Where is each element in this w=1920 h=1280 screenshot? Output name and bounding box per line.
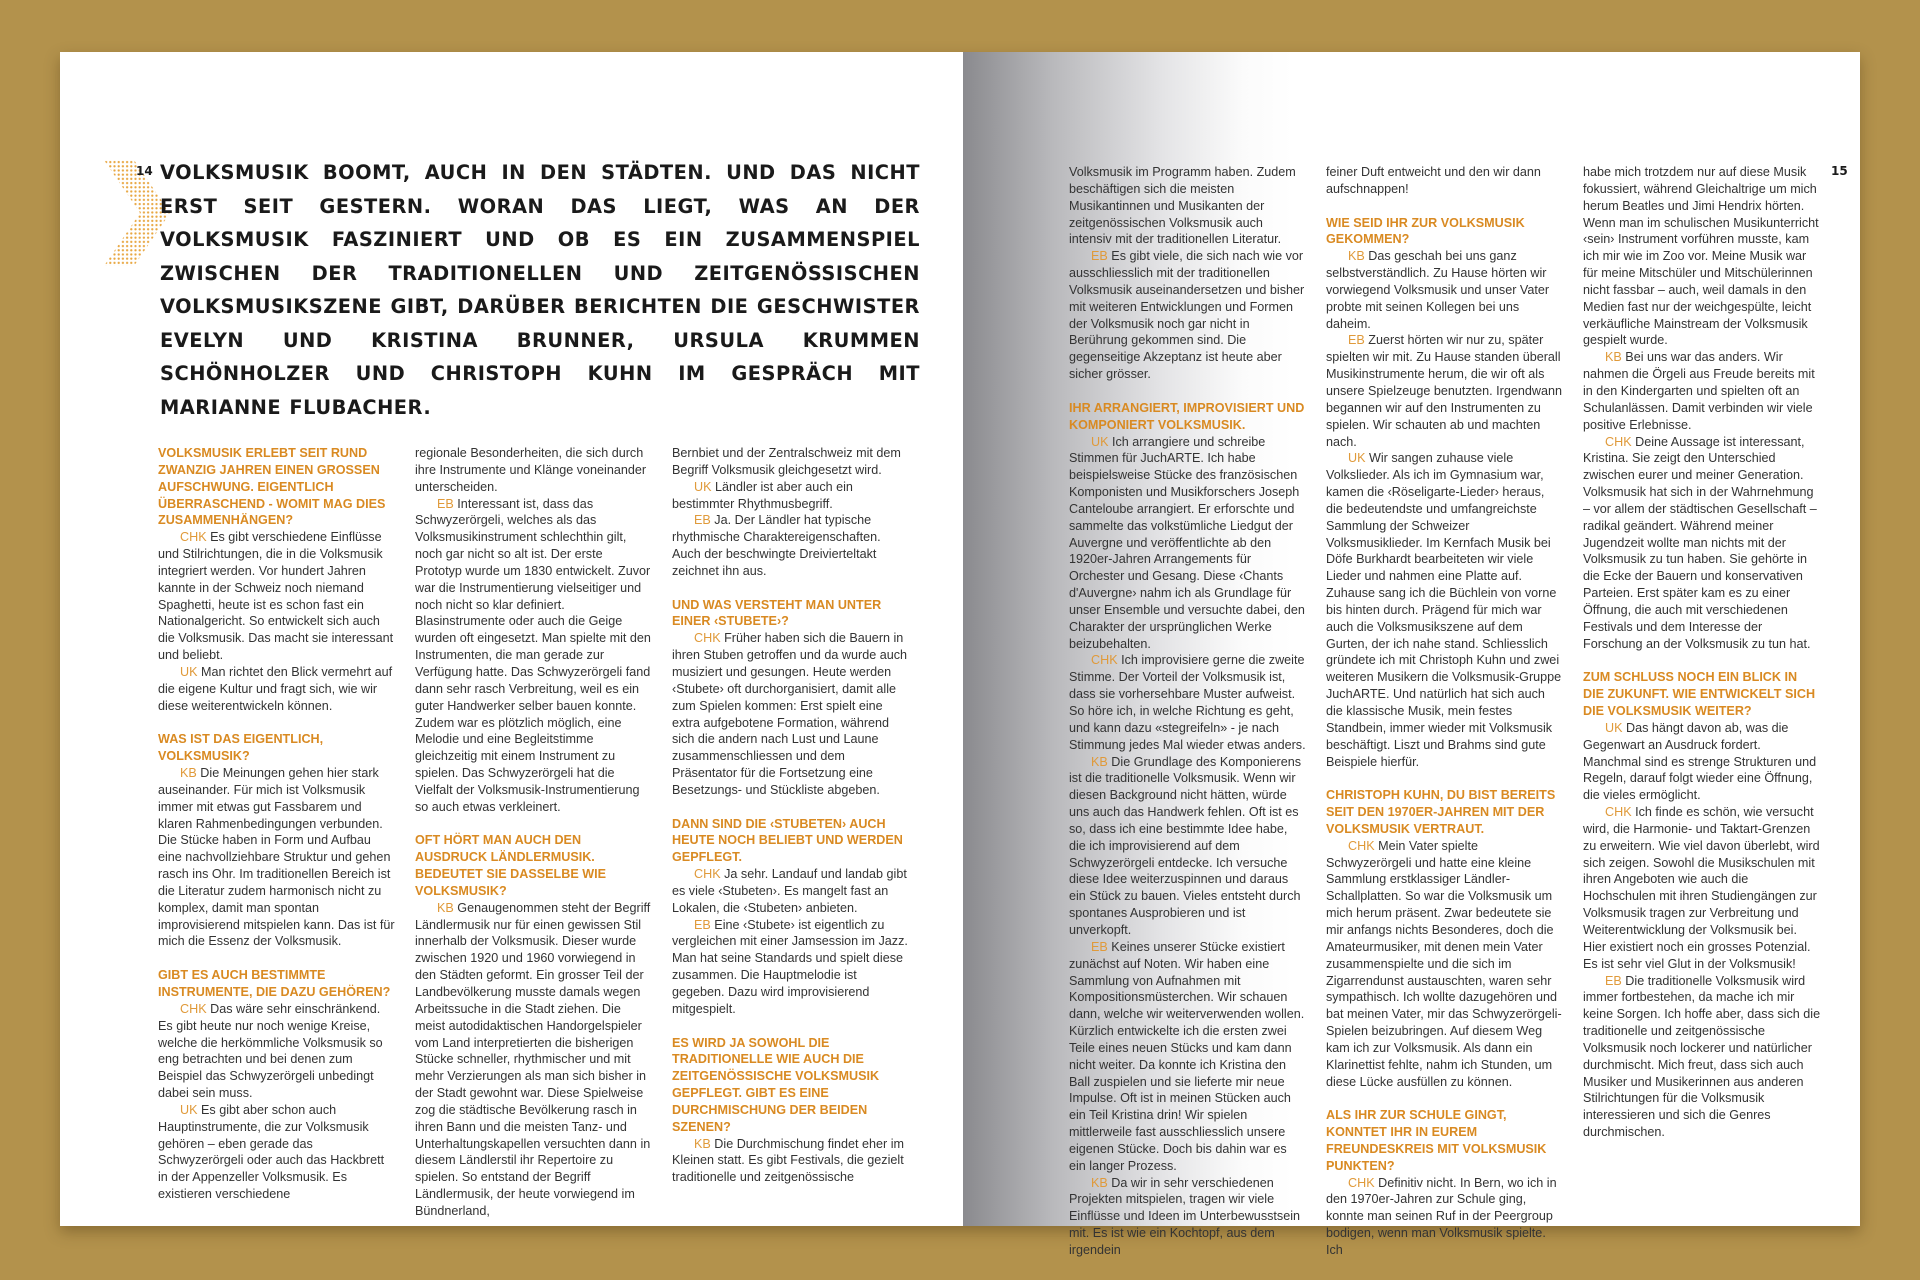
- answer-text: Ja. Der Ländler hat typische rhythmische Charaktereigenschaften. Auch der beschwingte Dreivierteltakt zeichnet ihn aus.: [672, 513, 881, 578]
- continued-text: regionale Besonderheiten, die sich durch ihre Instrumente und Klänge voneinander unterscheiden.: [415, 446, 647, 494]
- text-column-5: [1326, 164, 1564, 1259]
- answer-text: Definitiv nicht. In Bern, wo ich in den 1970er-Jahren zur Schule ging, konnte man seinen Ruf in der Peergroup bodigen, wenn man Volksmusik spielte. Ich: [1326, 1175, 1557, 1257]
- answer-text: Das geschah bei uns ganz selbstverständlich. Zu Hause hörten wir vorwiegend Volksmusik und unser Vater probte mit seinen Kollegen bei uns daheim.: [1326, 249, 1550, 331]
- right-page: [963, 52, 1860, 1257]
- answer-text: Da wir in sehr verschiedenen Projekten mitspielen, tragen wir viele Einflüsse und Ideen im Unterbewusstsein mit. Es ist wie ein Kochtopf, aus dem irgendein: [1069, 1175, 1301, 1257]
- speaker-initials: UK: [180, 1102, 198, 1117]
- speaker-initials: EB: [1605, 973, 1622, 988]
- interview-question: IHR ARRANGIERT, IMPROVISIERT UND KOMPONIERT VOLKSMUSIK.: [1069, 400, 1305, 432]
- speaker-initials: CHK: [1348, 1175, 1375, 1190]
- speaker-initials: CHK: [1605, 434, 1632, 449]
- answer-text: Es gibt aber schon auch Hauptinstrumente, die zur Volksmusik gehören – eben gerade das Schwyzerörgeli oder auch das Hackbrett in der Appenzeller Volksmusik. Es existieren verschiedene: [158, 1102, 385, 1202]
- continued-text: habe mich trotzdem nur auf diese Musik fokussiert, während Gleichaltrige um mich herum Beatles und Jimi Hendrix hörten. Wenn man im schulischen Musikunterricht ‹sein› Instrument vorführen musste, kam ich mir wie im Zoo vor. Meine Musik war für meine Mitschüler und Mitschülerinnen nicht fassbar – auch, weil damals in den Medien fast nur der weichgespülte, leicht verkäufliche Mainstream der Volksmusik gespielt wurde.: [1583, 165, 1819, 348]
- answer-text: Die Meinungen gehen hier stark auseinander. Für mich ist Volksmusik immer mit etwas gut Fassbarem und klaren Rahmenbedingungen verbunden. Die Stücke haben in Form und Aufbau eine nachvollziehbare Struktur und gehen rasch ins Ohr. Im traditionellen Bereich ist die Literatur zudem harmonisch nicht zu komplex, damit man spontan improvisierend mitspielen kann. Das ist für mich die Essenz der Volksmusik.: [158, 766, 395, 949]
- speaker-initials: KB: [694, 1136, 711, 1151]
- answer-text: Interessant ist, dass das Schwyzerörgeli, welches als das Volksmusikinstrument schlechthin gilt, noch gar nicht so alt ist. Der erste Prototyp wurde um 1830 entwickelt. Zuvor war die Instrumentierung vielseitiger und noch nicht so klar definiert. Blasinstrumente oder auch die Geige wurden oft eingesetzt. Man spielte mit den Instrumenten, die man gerade zur Verfügung hatte. Das Schwyzerörgeli fand dann sehr rasch Verbreitung, weil es ein guter Handwerker selber bauen konnte. Zudem war es plötzlich möglich, eine Melodie und eine Begleitstimme gleichzeitig mit einem Instrument zu spielen. Das Schwyzerörgeli hat die Vielfalt der Volksmusik-Instrumentierung so auch etwas verkleinert.: [415, 496, 651, 814]
- answer-text: Die Durchmischung findet eher im Kleinen statt. Es gibt Festivals, die gezielt traditionelle und zeitgenössische: [672, 1136, 904, 1185]
- speaker-initials: UK: [1605, 720, 1623, 735]
- text-column-4: [1069, 164, 1307, 1259]
- speaker-initials: KB: [1091, 754, 1108, 769]
- interview-question: ZUM SCHLUSS NOCH EIN BLICK IN DIE ZUKUNFT. WIE ENTWICKELT SICH DIE VOLKSMUSIK WEITER?: [1583, 670, 1816, 718]
- page-number: 14: [136, 164, 153, 178]
- answer-text: Ich finde es schön, wie versucht wird, die Harmonie- und Taktart-Grenzen zu erweitern. Wie viel davon überlebt, wird sich zeigen. Sowohl die Musikschulen mit ihren Angeboten wie auch die Hochschulen mit ihren Studiengängen zur Volksmusik tragen zur Verbreitung und Weiterentwicklung der Volksmusik bei. Hier existiert noch ein grosses Potenzial. Es ist sehr viel Glut in der Volksmusik!: [1583, 805, 1820, 971]
- speaker-initials: UK: [1091, 434, 1109, 449]
- answer-text: Mein Vater spielte Schwyzerörgeli und hatte eine kleine Sammlung erstklassiger Ländler-Schallplatten. So war die Volksmusik um mich herum präsent. Zwar bedeutete sie mir anfangs nichts Besonderes, doch die Amateurmusiker, mit denen mein Vater zusammenspielte und die sich im Zigarrendunst austauschten, waren sehr sympathisch. Ich wollte dazugehören und bat meinen Vater, mir das Schwyzerörgeli-Spielen beizubringen. Auf diesem Weg kam ich zur Volksmusik. Als dann ein Klarinettist fehlte, nahm ich Stunden, um diese Lücke ausfüllen zu können.: [1326, 838, 1562, 1089]
- speaker-initials: KB: [437, 900, 454, 915]
- text-column-1: [158, 445, 395, 1203]
- speaker-initials: EB: [1348, 333, 1365, 348]
- continued-text: feiner Duft entweicht und den wir dann aufschnappen!: [1326, 165, 1541, 196]
- interview-question: VOLKSMUSIK ERLEBT SEIT RUND ZWANZIG JAHREN EINEN GROSSEN AUFSCHWUNG. EIGENTLICH ÜBERRASCHEND - WOMIT MAG DIES ZUSAMMENHÄNGEN?: [158, 446, 386, 528]
- speaker-initials: KB: [1091, 1175, 1108, 1190]
- answer-text: Ja sehr. Landauf und landab gibt es viele ‹Stubeten›. Es mangelt fast an Lokalen, die ‹Stubeten› anbieten.: [672, 867, 907, 915]
- speaker-initials: CHK: [1091, 653, 1118, 668]
- continued-text: Volksmusik im Programm haben. Zudem beschäftigen sich die meisten Musikantinnen und Musikanten der zeitgenössischen Volksmusik auch intensiv mit der traditionellen Literatur.: [1069, 165, 1296, 247]
- answer-text: Eine ‹Stubete› ist eigentlich zu vergleichen mit einer Jamsession im Jazz. Man hat seine Standards und spielt diese zusammen. Die Hauptmelodie ist gegeben. Dazu wird improvisierend mitgespielt.: [672, 917, 908, 1016]
- answer-text: Das wäre sehr einschränkend. Es gibt heute nur noch wenige Kreise, welche die herkömmliche Volksmusik so eng betrachten und bei denen zum Beispiel das Schwyzerörgeli unbedingt dabei sein muss.: [158, 1001, 383, 1101]
- speaker-initials: KB: [1605, 350, 1622, 365]
- interview-question: OFT HÖRT MAN AUCH DEN AUSDRUCK LÄNDLERMUSIK. BEDEUTET SIE DASSELBE WIE VOLKSMUSIK?: [415, 833, 607, 898]
- answer-text: Ich improvisiere gerne die zweite Stimme. Der Vorteil der Volksmusik ist, dass sie vorhersehbare Muster aufweist. So höre ich, in welche Richtung es geht, und kann dazu «stegreifeln» - je nach Stimmung jedes Mal wieder etwas anders.: [1069, 653, 1306, 752]
- answer-text: Es gibt viele, die sich nach wie vor ausschliesslich mit der traditionellen Volksmusik auseinandersetzen und bisher mit weiteren Entwicklungen und Formen der Volksmusik noch gar nicht in Berührung gekommen sind. Die gegenseitige Akzeptanz ist heute aber sicher grösser.: [1069, 249, 1305, 382]
- speaker-initials: KB: [1348, 249, 1365, 264]
- speaker-initials: CHK: [694, 631, 721, 646]
- speaker-initials: EB: [1091, 249, 1108, 264]
- interview-question: UND WAS VERSTEHT MAN UNTER EINER ‹STUBETE›?: [672, 597, 882, 629]
- interview-question: ES WIRD JA SOWOHL DIE TRADITIONELLE WIE AUCH DIE ZEITGENÖSSISCHE VOLKSMUSIK GEPFLEGT. GIBT ES EINE DURCHMISCHUNG DER BEIDEN SZENEN?: [672, 1035, 880, 1134]
- speaker-initials: EB: [1091, 939, 1108, 954]
- answer-text: Wir sangen zuhause viele Volkslieder. Als ich im Gymnasium war, kamen die ‹Röseligarte-Lieder› heraus, die bedeutendste und umfangreichste Sammlung der Schweizer Volksmusiklieder. Im Kernfach Musik bei Döfe Burkhardt bearbeiteten wir viele Lieder und nahmen eine Platte auf. Zuhause sang ich die Büchlein von vorne bis hinten durch. Prägend für mich war auch die Volksmusikszene auf dem Gurten, der ich nahe stand. Schliesslich gründete ich mit Christoph Kuhn und zwei weiteren Musikern die Volksmusik-Gruppe JuchARTE. Und natürlich hat sich auch die klassische Musik, mein festes Standbein, immer wieder mit Volksmusik beschäftigt. Liszt und Brahms sind gute Beispiele hierfür.: [1326, 451, 1562, 769]
- interview-question: CHRISTOPH KUHN, DU BIST BEREITS SEIT DEN 1970ER-JAHREN MIT DER VOLKSMUSIK VERTRAUT.: [1326, 788, 1556, 836]
- speaker-initials: UK: [694, 479, 712, 494]
- interview-question: WAS IST DAS EIGENTLICH, VOLKSMUSIK?: [158, 732, 324, 764]
- interview-question: GIBT ES AUCH BESTIMMTE INSTRUMENTE, DIE DAZU GEHÖREN?: [158, 968, 391, 999]
- answer-text: Früher haben sich die Bauern in ihren Stuben getroffen und da wurde auch musiziert und gesungen. Heute werden ‹Stubete› oft durchorganisiert, damit alle zum Spielen kommen: Erst spielt eine extra aufgebotene Formation, während sich die andern nach Lust und Laune zusammenschliessen und dem Präsentator für die Fortsetzung eine Besetzungs- und Stückliste abgeben.: [672, 631, 908, 797]
- answer-text: Man richtet den Blick vermehrt auf die eigene Kultur und fragt sich, wie wir diese weiterentwickeln können.: [158, 664, 393, 713]
- text-column-2: [415, 445, 652, 1220]
- interview-question: ALS IHR ZUR SCHULE GINGT, KONNTET IHR IN EUREM FREUNDESKREIS MIT VOLKSMUSIK PUNKTEN?: [1326, 1108, 1547, 1173]
- speaker-initials: CHK: [180, 530, 207, 545]
- answer-text: Die traditionelle Volksmusik wird immer fortbestehen, da mache ich mir keine Sorgen. Ich hoffe aber, dass sich die traditionelle und zeitgenössische Volksmusik noch lockerer und natürlicher durchmischt. Mich freut, dass sich auch Musiker und Musikerinnen aus anderen Stilrichtungen für die Volksmusik interessieren und sich die Genres durchmischen.: [1583, 973, 1821, 1140]
- speaker-initials: CHK: [1348, 838, 1375, 853]
- answer-text: Ländler ist aber auch ein bestimmter Rhythmusbegriff.: [672, 479, 853, 511]
- answer-text: Ich arrangiere und schreibe Stimmen für JuchARTE. Ich habe beispielsweise Stücke des französischen Komponisten und Musikforschers Joseph Canteloube arrangiert. Er erforschte und sammelte das volkstümliche Liedgut der Auvergne und veröffentlichte ab den 1920er-Jahren Arrangements für Orchester und Gesang. Diese ‹Chants d'Auvergne› nahm ich als Grundlage für unser Ensemble und versuchte dabei, den Charakter der ursprünglichen Werke beizubehalten.: [1069, 434, 1305, 651]
- lead-paragraph: VOLKSMUSIK BOOMT, AUCH IN DEN STÄDTEN. UND DAS NICHT ERST SEIT GESTERN. WORAN DAS LIEGT, WAS AN DER VOLKSMUSIK FASZINIERT UND OB ES EIN ZUSAMMENSPIEL ZWISCHEN DER TRADITIONELLEN UND ZEITGENÖSSISCHEN VOLKSMUSIKSZENE GIBT, DARÜBER BERICHTEN DIE GESCHWISTER EVELYN UND KRISTINA BRUNNER, URSULA KRUMMEN SCHÖNHOLZER UND CHRISTOPH KUHN IM GESPRÄCH MIT MARIANNE FLUBACHER.: [160, 161, 920, 419]
- left-page: [60, 52, 963, 1226]
- speaker-initials: EB: [694, 513, 711, 528]
- answer-text: Keines unserer Stücke existiert zunächst auf Noten. Wir haben eine Sammlung von Aufnahmen mit Kompositionsmüsterchen. Wir schauen dann, welche wir weiterverwenden wollen. Kürzlich entwickelte ich die ersten zwei Teile eines neuen Stücks und kam dann nicht weiter. Da konnte ich Kristina den Ball zuspielen und sie lieferte mir neue Impulse. Oft ist in meinen Stücken auch ein Teil Kristina drin! Wir spielen mittlerweile fast ausschliesslich unsere eigenen Stücke. Doch bis dahin war es ein langer Prozess.: [1069, 939, 1305, 1173]
- magazine-spread: [60, 52, 1860, 1257]
- page-number: 15: [1831, 164, 1848, 178]
- answer-text: Zuerst hörten wir nur zu, später spielten wir mit. Zu Hause standen überall Musikinstrumente herum, die wir oft als unsere Spielzeuge benutzten. Irgendwann begannen wir auf den Instrumenten zu spielen. Wir schauten ab und machten nach.: [1326, 333, 1562, 449]
- speaker-initials: CHK: [694, 867, 721, 882]
- speaker-initials: EB: [437, 496, 454, 511]
- interview-question: DANN SIND DIE ‹STUBETEN› AUCH HEUTE NOCH BELIEBT UND WERDEN GEPFLEGT.: [672, 816, 903, 865]
- text-column-6: [1583, 164, 1821, 1141]
- answer-text: Es gibt verschiedene Einflüsse und Stilrichtungen, die in die Volksmusik integriert werden. Vor hundert Jahren kannte in der Schweiz noch niemand Spaghetti, heute ist es schon fast ein Nationalgericht. So entwickelt sich auch die Volksmusik. Das macht sie interessant und beliebt.: [158, 530, 394, 663]
- speaker-initials: KB: [180, 766, 197, 781]
- speaker-initials: UK: [180, 664, 198, 679]
- answer-text: Genaugenommen steht der Begriff Ländlermusik nur für einen gewissen Stil innerhalb der Volksmusik. Dieser wurde zwischen 1920 und 1960 vorwiegend in den Städten geformt. Ein grosser Teil der Landbevölkerung musste damals wegen Arbeitssuche in die Stadt ziehen. Die meist autodidaktischen Handorgelspieler vom Land interpretierten die bisherigen Stücke schneller, rhythmischer und mit mehr Verzierungen als man sich bisher in der Stadt gewohnt war. Diese Spielweise zog die städtische Bevölkerung rasch in ihren Bann und die meisten Tanz- und Unterhaltungskapellen versuchten dann in diesem Ländlerstil ihr Repertoire zu spielen. So entstand der Begriff Ländlermusik, der heute vorwiegend im Bündnerland,: [415, 900, 651, 1218]
- answer-text: Das hängt davon ab, was die Gegenwart an Ausdruck fordert. Manchmal sind es strenge Strukturen und Regeln, darauf folgt wieder eine Öffnung, die vieles ermöglicht.: [1583, 720, 1817, 803]
- answer-text: Bei uns war das anders. Wir nahmen die Örgeli aus Freude bereits mit in den Kindergarten und spielten oft an Schulanlässen. Damit verbinden wir viele positive Erlebnisse.: [1583, 350, 1815, 432]
- speaker-initials: CHK: [180, 1001, 207, 1016]
- speaker-initials: UK: [1348, 451, 1366, 466]
- speaker-initials: EB: [694, 917, 711, 932]
- continued-text: Bernbiet und der Zentralschweiz mit dem Begriff Volksmusik gleichgesetzt wird.: [672, 446, 901, 477]
- interview-question: WIE SEID IHR ZUR VOLKSMUSIK GEKOMMEN?: [1326, 215, 1525, 247]
- speaker-initials: CHK: [1605, 805, 1632, 820]
- answer-text: Die Grundlage des Komponierens ist die traditionelle Volksmusik. Wenn wir diesen Background nicht hätten, würde uns auch das Handwerk fehlen. Oft ist es so, dass ich eine bestimmte Idee habe, die ich improvisierend auf dem Schwyzerörgeli entdecke. Ich versuche diese Idee weiterzuspinnen und daraus ein Stück zu bauen. Vieles entsteht durch spontanes Ausprobieren und ist unverkopft.: [1069, 754, 1302, 937]
- text-column-3: [672, 445, 909, 1186]
- answer-text: Deine Aussage ist interessant, Kristina. Sie zeigt den Unterschied zwischen eurer und meiner Generation. Volksmusik hat sich in der Wahrnehmung – vor allem der städtischen Gesellschaft – radikal geändert. Während meiner Jugendzeit wollte man nichts mit der Volksmusik zu tun haben. Sie gehörte in die Ecke der Bauern und konservativen Parteien. Erst später kam es zu einer Öffnung, die auch mit verschiedenen Festivals und dem Interesse der Forschung an der Volksmusik zu tun hat.: [1583, 434, 1817, 651]
